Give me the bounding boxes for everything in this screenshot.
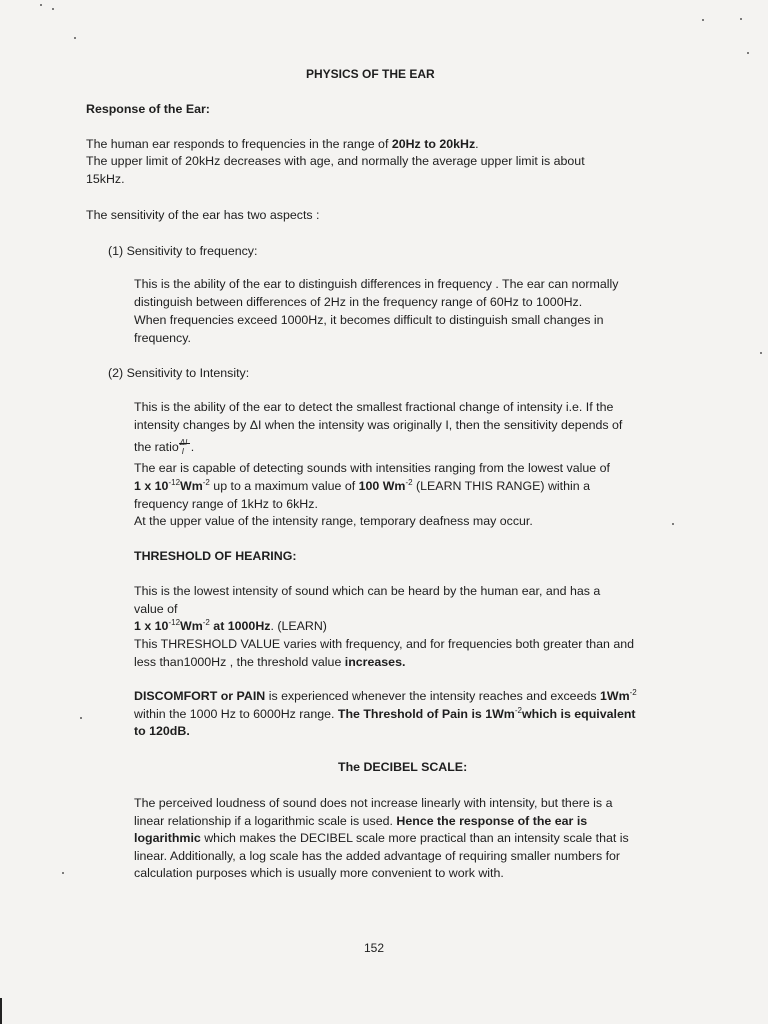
item-1-line: This is the ability of the ear to distinguish differences in frequency . The ear can normally (134, 277, 619, 291)
text-span: is experienced whenever the intensity reaches and exceeds (265, 689, 600, 703)
bold-span: 1 x 10 (134, 479, 169, 493)
pain-line (134, 706, 636, 724)
item-2-line: frequency range of 1kHz to 6kHz. (134, 497, 318, 511)
item-2-line: The ear is capable of detecting sounds with intensities ranging from the lowest value of (134, 461, 610, 475)
page-number: 152 (364, 941, 385, 955)
bold-span: DISCOMFORT or PAIN (134, 689, 266, 703)
text-span: less than1000Hz , the threshold value (134, 655, 345, 669)
bold-span: Wm (180, 479, 203, 493)
superscript: -2 (405, 478, 413, 487)
scan-edge-mark (0, 998, 2, 1024)
scan-speck (672, 523, 674, 525)
fraction-numerator: ΔI (179, 438, 188, 447)
scan-speck (760, 352, 762, 354)
superscript: -12 (168, 478, 181, 487)
text-span: (LEARN THIS RANGE) within a (412, 479, 590, 493)
scan-speck (40, 4, 42, 6)
scan-speck (740, 18, 742, 20)
threshold-line (134, 618, 327, 636)
response-paragraph-line: 15kHz. (86, 172, 125, 186)
scan-speck (52, 8, 54, 10)
item-2-line: intensity changes by ΔI when the intensity was originally I, then the sensitivity depends of (134, 418, 623, 432)
section-heading-threshold: THRESHOLD OF HEARING: (134, 549, 297, 563)
decibel-line: The perceived loudness of sound does not increase linearly with intensity, but there is a (134, 796, 613, 810)
bold-span: increases. (344, 655, 406, 669)
section-heading-decibel (338, 759, 467, 777)
response-paragraph-line: The upper limit of 20kHz decreases with age, and normally the average upper limit is about (86, 154, 585, 168)
bold-span: which is equivalent (521, 707, 636, 721)
threshold-line: This THRESHOLD VALUE varies with frequency, and for frequencies both greater than and (134, 637, 635, 651)
decibel-line (134, 813, 587, 831)
bold-span: logarithmic (134, 831, 201, 845)
item-2-line: This is the ability of the ear to detect the smallest fractional change of intensity i.e. If the (134, 400, 614, 414)
bold-span: 1 x 10 (134, 619, 169, 633)
pain-line (134, 688, 637, 706)
fraction-denominator: I (181, 447, 185, 456)
text-span: . (190, 440, 195, 454)
bold-span: at 1000Hz (209, 619, 271, 633)
superscript: -2 (202, 618, 210, 627)
section-heading-response: Response of the Ear: (86, 102, 210, 116)
text-span: . (LEARN) (270, 619, 327, 633)
decibel-line: calculation purposes which is usually more convenient to work with. (134, 866, 504, 880)
superscript: -2 (629, 688, 637, 697)
bold-span: 20Hz to 20kHz (391, 137, 476, 151)
text-span: linear relationship if a logarithmic scale is used. (134, 814, 397, 828)
bold-span: 100 Wm (358, 479, 406, 493)
item-2-label: (2) Sensitivity to Intensity: (108, 366, 250, 380)
bold-span: to 120dB. (134, 724, 190, 738)
threshold-line: value of (134, 602, 178, 616)
item-1-label: (1) Sensitivity to frequency: (108, 244, 258, 258)
decibel-line: linear. Additionally, a log scale has the added advantage of requiring smaller numbers for (134, 849, 621, 863)
item-1-line: When frequencies exceed 1000Hz, it becomes difficult to distinguish small changes in (134, 313, 604, 327)
superscript: -2 (514, 706, 522, 715)
item-2-line (134, 439, 194, 457)
scan-speck (747, 52, 749, 54)
text-span: up to a maximum value of (209, 479, 359, 493)
ratio-fraction (179, 440, 191, 454)
page-title: PHYSICS OF THE EAR (306, 67, 435, 81)
item-1-line: frequency. (134, 331, 191, 345)
decibel-line (134, 830, 629, 848)
item-1-line: distinguish between differences of 2Hz in the frequency range of 60Hz to 1000Hz. (134, 295, 583, 309)
scan-speck (74, 37, 76, 39)
threshold-line: This is the lowest intensity of sound which can be heard by the human ear, and has a (134, 584, 601, 598)
threshold-line (134, 654, 405, 672)
item-2-line (134, 478, 590, 496)
scan-speck (62, 872, 64, 874)
bold-span: 1Wm (600, 689, 630, 703)
text-span: . (475, 137, 479, 151)
bold-span: The DECIBEL SCALE: (338, 760, 468, 774)
bold-span: The Threshold of Pain is 1Wm (337, 707, 515, 721)
scan-speck (80, 717, 82, 719)
scan-speck (702, 19, 704, 21)
text-span: The human ear responds to frequencies in the range of (86, 137, 392, 151)
text-span: which makes the DECIBEL scale more practical than an intensity scale that is (200, 831, 629, 845)
sensitivity-intro: The sensitivity of the ear has two aspects : (86, 208, 320, 222)
text-span: within the 1000 Hz to 6000Hz range. (134, 707, 338, 721)
bold-span: Hence the response of the ear is (396, 814, 588, 828)
superscript: -2 (202, 478, 210, 487)
bold-span: Wm (180, 619, 203, 633)
superscript: -12 (168, 618, 181, 627)
item-2-line: At the upper value of the intensity range, temporary deafness may occur. (134, 514, 533, 528)
response-paragraph-line (86, 136, 479, 154)
pain-line (134, 723, 190, 741)
text-span: the ratio (134, 440, 179, 454)
fraction-bar (179, 443, 190, 444)
